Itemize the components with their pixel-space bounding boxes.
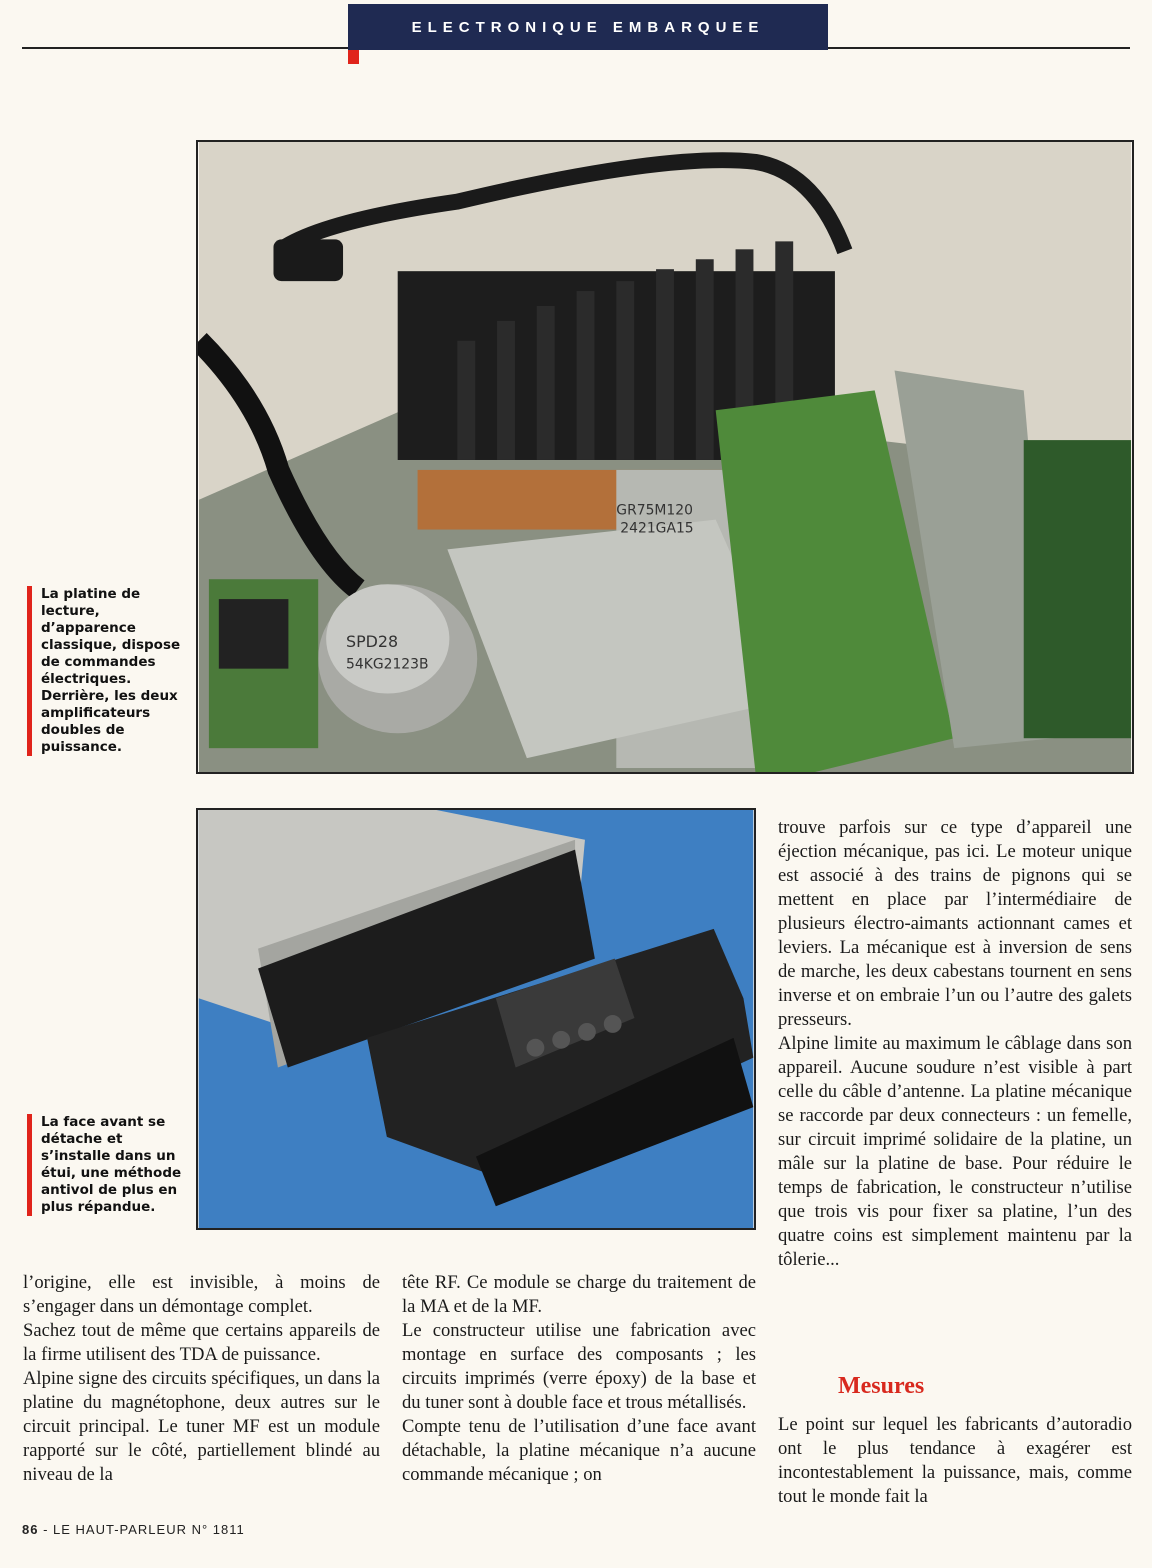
paragraph: Alpine limite au maximum le câblage dans son appareil. Aucune soudure n’est visible à part celle du câble d’antenne. La platine mécanique se raccorde par deux connecteurs : un femelle, sur circuit imprimé solidaire de la platine, un mâle sur la platine de base. Pour réduire le temps de fabrication, le constructeur n’utilise que trois vis pour fixer sa platine, l’un des quatre coins est simplement maintenu par la tôlerie... (778, 1033, 1132, 1270)
paragraph: Le point sur lequel les fabricants d’autoradio ont le plus tendance à exagérer est incontestablement la puissance, mais, comme tout le monde fait la (778, 1414, 1132, 1507)
caption-faceplate (27, 1114, 185, 1216)
paragraph: Compte tenu de l’utilisation d’une face avant détachable, la platine mécanique n’a aucune commande mécanique ; on (402, 1416, 756, 1485)
photo-detachable-face (196, 808, 756, 1230)
header-rule-right (828, 47, 1130, 49)
page-footer (22, 1522, 245, 1537)
plate-label-2: 2421GA15 (620, 520, 694, 537)
plate-label-1: GR75M120 (616, 502, 693, 519)
caption-faceplate-text: La face avant se détache et s’installe dans un étui, une méthode antivol de plus en plus répandue. (41, 1114, 182, 1215)
text-column-1 (23, 1271, 380, 1487)
section-title: ELECTRONIQUE EMBARQUEE (411, 18, 765, 36)
caption-mechanism-text: La platine de lecture, d’apparence classique, dispose de commandes électriques. Derrière, les deux amplificateurs doubles de puissance. (41, 586, 181, 755)
mechanism-illustration (198, 142, 1132, 772)
paragraph: Le constructeur utilise une fabrication avec montage en surface des composants ; les circuits imprimés (verre époxy) de la base et du tuner sont à double face et trous métallisés. (402, 1320, 756, 1413)
caption-mechanism (27, 586, 185, 756)
text-column-3-continued (778, 1413, 1132, 1509)
paragraph: Sachez tout de même que certains appareils de la firme utilisent des TDA de puissance. (23, 1320, 380, 1365)
motor-label-1: SPD28 (346, 631, 399, 651)
faceplate-illustration (198, 810, 754, 1228)
header-rule-left (22, 47, 348, 49)
paragraph: trouve parfois sur ce type d’appareil une éjection mécanique, pas ici. Le moteur unique est associé à des trains de pignons qui se mettent en place par l’intermédiaire de plusieurs électro-aimants actionnant cames et leviers. La mécanique est à inversion de sens de marche, les deux cabestans tournent en sens inverse et on embraie l’un ou l’autre des galets presseurs. (778, 817, 1132, 1030)
paragraph: l’origine, elle est invisible, à moins de s’engager dans un démontage complet. (23, 1272, 380, 1317)
magazine-issue: - LE HAUT-PARLEUR N° 1811 (38, 1522, 245, 1537)
page-number: 86 (22, 1522, 39, 1537)
motor-label-2: 54KG2123B (346, 656, 429, 673)
text-column-2 (402, 1271, 756, 1487)
paragraph: tête RF. Ce module se charge du traitement de la MA et de la MF. (402, 1272, 756, 1317)
text-column-3 (778, 816, 1132, 1272)
section-heading: Mesures (838, 1373, 925, 1399)
photo-tape-mechanism (196, 140, 1134, 774)
paragraph: Alpine signe des circuits spécifiques, un dans la platine du magnétophone, deux autres sur le circuit principal. Le tuner MF est un module rapporté sur le côté, partiellement blindé au niveau de la (23, 1368, 380, 1485)
section-banner (348, 4, 828, 50)
